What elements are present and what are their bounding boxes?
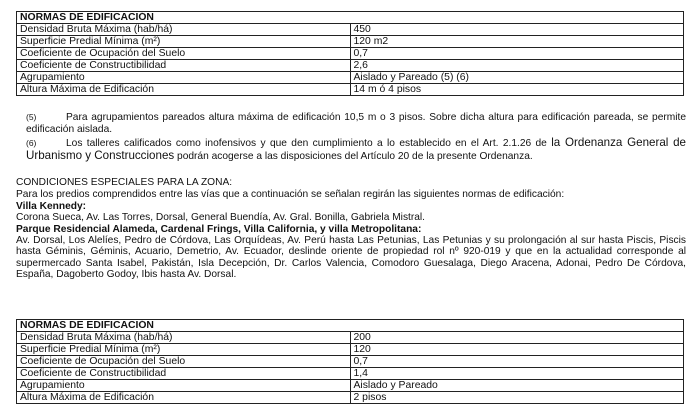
row-value: 0,7	[350, 48, 684, 60]
table-row	[17, 48, 684, 60]
row-value: 0,7	[350, 356, 684, 368]
table-header: NORMAS DE EDIFICACIÓN	[17, 320, 684, 332]
parque-residencial-title: Parque Residencial Alameda, Cardenal Frings, Villa California, y villa Metropolitana:	[16, 224, 422, 235]
row-value: Aislado y Pareado (5) (6)	[350, 72, 684, 84]
row-label: Altura Máxima de Edificación	[17, 84, 351, 96]
footnote-6	[26, 137, 686, 162]
row-label: Densidad Bruta Máxima (hab/há)	[17, 24, 351, 36]
norms-table-2	[16, 319, 684, 404]
table-row	[17, 24, 684, 36]
table-header: NORMAS DE EDIFICACIÓN	[17, 12, 684, 24]
footnote-number: (5)	[26, 112, 37, 122]
row-value: Aislado y Pareado	[350, 380, 684, 392]
row-value: 450	[350, 24, 684, 36]
table-header-row	[17, 320, 684, 332]
ordinance-reference: la Ordenanza General de Urbanismo y Construcciones	[26, 136, 686, 162]
row-label: Agrupamiento	[17, 72, 351, 84]
footnote-text-end: podrán acogerse a las disposiciones del Artículo 20 de la presente Ordenanza.	[174, 150, 533, 162]
row-label: Coeficiente de Constructibilidad	[17, 368, 351, 380]
row-value: 1,4	[350, 368, 684, 380]
table-row	[17, 392, 684, 404]
table-row	[17, 332, 684, 344]
table-header-row	[17, 12, 684, 24]
villa-kennedy-streets: Corona Sueca, Av. Las Torres, Dorsal, General Buendía, Av. Gral. Bonilla, Gabriela Mistral.	[16, 212, 426, 223]
row-label: Superficie Predial Mínima (m²)	[17, 344, 351, 356]
row-value: 200	[350, 332, 684, 344]
footnote-number: (6)	[26, 138, 37, 148]
row-label: Coeficiente de Ocupación del Suelo	[17, 48, 351, 60]
norms-table-1	[16, 11, 684, 96]
row-value: 2 pisos	[350, 392, 684, 404]
table-row	[17, 60, 684, 72]
footnote-text: Los talleres calificados como inofensivos y que den cumplimiento a lo establecido en el Art. 2.1.26 de	[66, 138, 552, 149]
row-label: Altura Máxima de Edificación	[17, 392, 351, 404]
section-intro: Para los predios comprendidos entre las vías que a continuación se señalan regirán las siguientes normas de edificación:	[16, 189, 565, 200]
row-label: Coeficiente de Constructibilidad	[17, 60, 351, 72]
footnote-text: Para agrupamientos pareados altura máxima de edificación 10,5 m o 3 pisos. Sobre dicha altura para edificación pareada, se permite edificación aislada.	[26, 112, 686, 135]
footnote-5	[26, 112, 686, 135]
table-row	[17, 380, 684, 392]
table-row	[17, 368, 684, 380]
table-row	[17, 356, 684, 368]
villa-kennedy-title: Villa Kennedy:	[16, 201, 87, 212]
section-title: CONDICIONES ESPECIALES PARA LA ZONA:	[16, 177, 233, 188]
parque-residencial-streets: Av. Dorsal, Los Alelíes, Pedro de Córdova, Las Orquídeas, Av. Perú hasta Las Petunias, Las Petunias y su prolongación al sur hasta Piscis, Piscis hasta Géminis, Géminis, Acuario, Demetrio, Av. Ecuador, deslinde oriente de propiedad rol nº 920-019 y que en la actualidad corresponde al supermercado Santa Isabel, Pakistán, Isla Decepción, Dr. Carlos Valencia, Comodoro Guesalaga, Diego Aracena, Adonai, Pedro De Córdova, España, Dagoberto Godoy, Ibis hasta Av. Dorsal.	[16, 235, 686, 280]
row-label: Densidad Bruta Máxima (hab/há)	[17, 332, 351, 344]
table-row	[17, 84, 684, 96]
table-row	[17, 344, 684, 356]
row-label: Agrupamiento	[17, 380, 351, 392]
row-value: 14 m ó 4 pisos	[350, 84, 684, 96]
table-row	[17, 72, 684, 84]
row-value: 120	[350, 344, 684, 356]
row-label: Coeficiente de Ocupación del Suelo	[17, 356, 351, 368]
row-label: Superficie Predial Mínima (m²)	[17, 36, 351, 48]
table-row	[17, 36, 684, 48]
row-value: 2,6	[350, 60, 684, 72]
row-value: 120 m2	[350, 36, 684, 48]
